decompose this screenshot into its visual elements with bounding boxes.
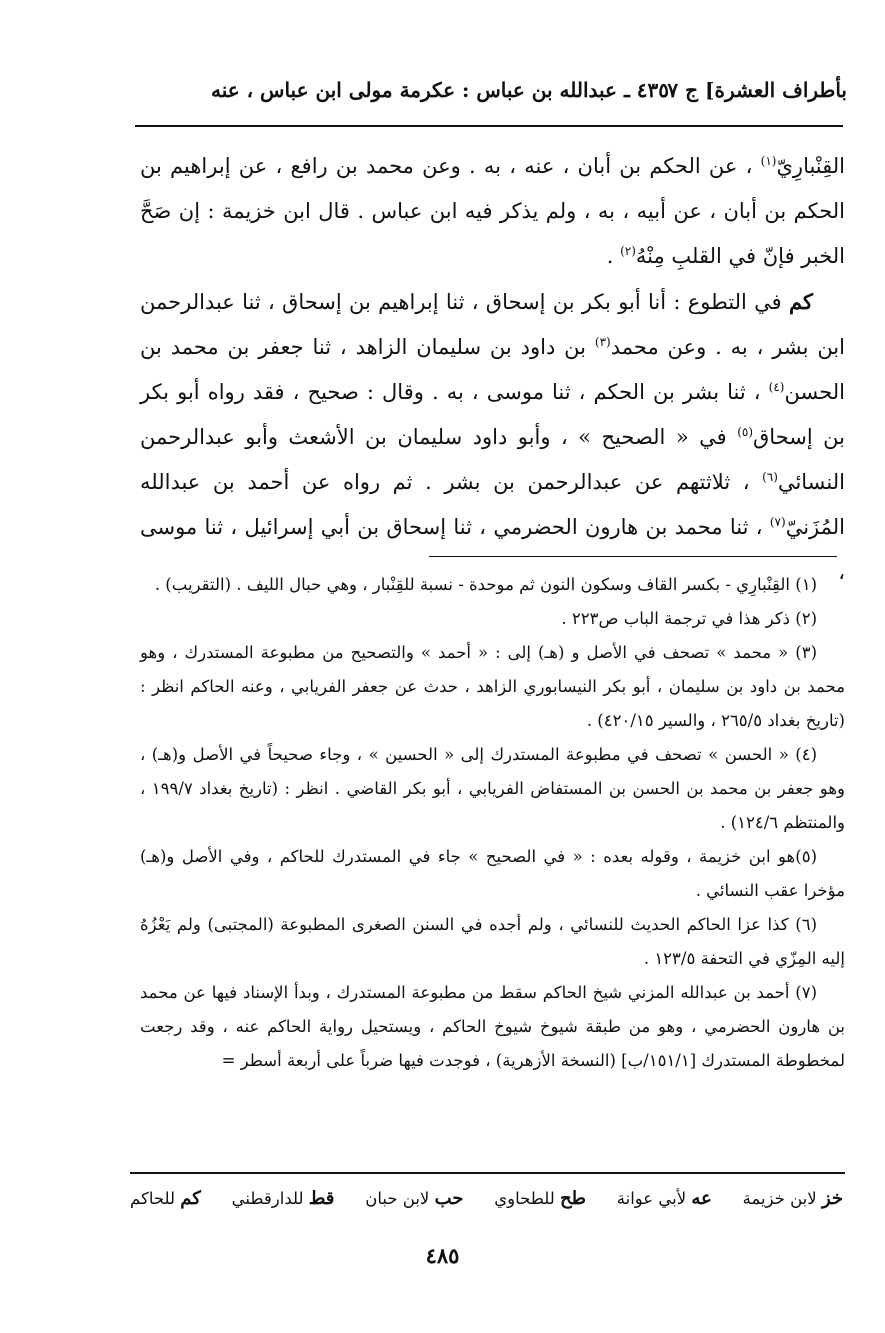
footnote-3: (٣) « محمد » تصحف في الأصل و (هـ) إلى : « أحمد » والتصحيح من مطبوعة المستدرك ، وهو محمد بن داود بن سليمان ، أبو بكر النيسابوري الزاهد ، حدث عن جعفر الفريابي ، وعنه الحاكم انظر : (تاريخ بغداد ٢٦٥/٥ ، والسير ٤٢٠/١٥) . bbox=[140, 643, 845, 730]
footnotes bbox=[140, 568, 845, 1078]
abbreviation-code: كم bbox=[180, 1188, 201, 1209]
abbreviation-code: حب bbox=[434, 1188, 464, 1209]
abbreviation-label: للدارقطني bbox=[231, 1189, 304, 1208]
abbreviation-item bbox=[743, 1185, 843, 1213]
footnote-ref-2: (٢) bbox=[620, 244, 636, 258]
paragraph-2 bbox=[140, 279, 845, 595]
footnote-divider bbox=[429, 556, 837, 557]
abbreviation-code: طح bbox=[560, 1188, 586, 1209]
main-text bbox=[140, 144, 845, 595]
abbreviations-divider bbox=[130, 1172, 845, 1174]
footnote-7: (٧) أحمد بن عبدالله المزني شيخ الحاكم سقط من مطبوعة المستدرك ، وبدأ الإسناد فيها عن محمد بن هارون الحضرمي ، وهو من طبقة شيوخ شيوخ الحاكم ، ويستحيل رواية الحاكم عنه ، وقد رجعت لمخطوطة المستدرك [١٥١/١/ب] (النسخة الأزهرية) ، فوجدت فيها ضرباً على أربعة أسطر = bbox=[140, 983, 845, 1070]
footnote-6: (٦) كذا عزا الحاكم الحديث للنسائي ، ولم أجده في السنن الصغرى المطبوعة (المجتبى) ولم يَعْزُهُ إليه المِزّي في التحفة ١٢٣/٥ . bbox=[140, 915, 845, 968]
footnote-ref-1: (١) bbox=[760, 154, 777, 168]
paragraph-1 bbox=[140, 144, 845, 279]
text-run: ، ثلاثتهم عن عبدالرحمن بن بشر . ثم رواه عن أحمد بن عبدالله المُزَنيّ bbox=[140, 470, 845, 539]
abbreviation-label: للطحاوي bbox=[494, 1189, 555, 1208]
text-run: القِنْبارِيّ bbox=[776, 154, 845, 178]
header-section-title: ٤٣٥ ـ عبدالله بن عباس : عكرمة مولى ابن عباس ، عنه bbox=[210, 78, 669, 102]
abbreviation-item bbox=[365, 1185, 463, 1213]
abbreviation-code: خز bbox=[821, 1188, 843, 1209]
page-number: ٤٨٥ bbox=[425, 1243, 460, 1268]
footnote-ref-6: (٦) bbox=[762, 470, 778, 484]
abbreviation-code: قط bbox=[308, 1188, 335, 1209]
text-run: . bbox=[606, 244, 621, 268]
header-divider bbox=[135, 125, 843, 127]
abbreviation-item bbox=[232, 1185, 335, 1213]
abbreviation-label: لابن خزيمة bbox=[742, 1189, 817, 1208]
footnote-ref-4: (٤) bbox=[768, 380, 785, 394]
abbreviation-code: عه bbox=[691, 1188, 712, 1209]
text-run: بن داود بن سليمان الزاهد ، ثنا جعفر بن محمد بن الحسن bbox=[140, 335, 845, 404]
footnote-ref-3: (٣) bbox=[594, 335, 611, 349]
abbreviation-label: لأبي عوانة bbox=[616, 1189, 687, 1208]
running-header bbox=[120, 78, 847, 114]
abbreviation-item bbox=[617, 1185, 712, 1213]
text-run: ، عن الحكم بن أبان ، عنه ، به . وعن محمد بن رافع ، عن إبراهيم بن الحكم بن أبان ، عن أبيه ، به ، ولم يذكر فيه ابن عباس . قال ابن خزيمة : إن صَحَّ الخبر فإنّ في القلبِ مِنْهُ bbox=[140, 154, 845, 268]
abbreviation-item bbox=[130, 1185, 201, 1213]
text-run: في التطوع : أنا أبو بكر بن إسحاق ، ثنا إبراهيم بن إسحاق ، ثنا عبدالرحمن ابن بشر ، به . وعن محمد bbox=[140, 290, 845, 359]
footnote-ref-7: (٧) bbox=[769, 515, 786, 529]
abbreviation-item bbox=[494, 1185, 586, 1213]
source-code: كم bbox=[789, 289, 813, 314]
text-run: ، ثنا بشر بن الحكم ، ثنا موسى ، به . وقال : صحيح ، فقد رواه أبو بكر بن إسحاق bbox=[140, 380, 845, 449]
footnote-4: (٤) « الحسن » تصحف في مطبوعة المستدرك إلى « الحسين » ، وجاء صحيحاً في الأصل و(هـ) ، وهو جعفر بن محمد بن الحسن بن المستفاض الفريابي ، أبو بكر القاضي . انظر : (تاريخ بغداد ١٩٩/٧ ، والمنتظم ١٢٤/٦) . bbox=[140, 745, 845, 832]
text-run: في « الصحيح » ، وأبو داود سليمان بن الأشعث وأبو عبدالرحمن النسائي bbox=[140, 425, 845, 494]
footnote-1: (١) القِنْبارِي - بكسر القاف وسكون النون ثم موحدة - نسبة للقِنْبار ، وهي حبال الليف . (التقريب) . bbox=[154, 575, 817, 594]
header-book-title: بأطراف العشرة] ج ٧ bbox=[667, 78, 847, 102]
footnote-ref-5: (٥) bbox=[737, 425, 754, 439]
abbreviation-label: لابن حبان bbox=[365, 1189, 430, 1208]
footnote-2: (٢) ذكر هذا في ترجمة الباب ص٢٢٣ . bbox=[561, 609, 817, 628]
abbreviations-key bbox=[130, 1185, 843, 1213]
text-run: ، ثنا محمد بن هارون الحضرمي ، ثنا إسحاق بن أبي إسرائيل ، ثنا موسى ، bbox=[140, 515, 845, 584]
footnote-5: (٥)هو ابن خزيمة ، وقوله بعده : « في الصحيح » جاء في المستدرك للحاكم ، وفي الأصل و(هـ) مؤخرا عقب النسائي . bbox=[140, 847, 845, 900]
abbreviation-label: للحاكم bbox=[130, 1189, 176, 1208]
